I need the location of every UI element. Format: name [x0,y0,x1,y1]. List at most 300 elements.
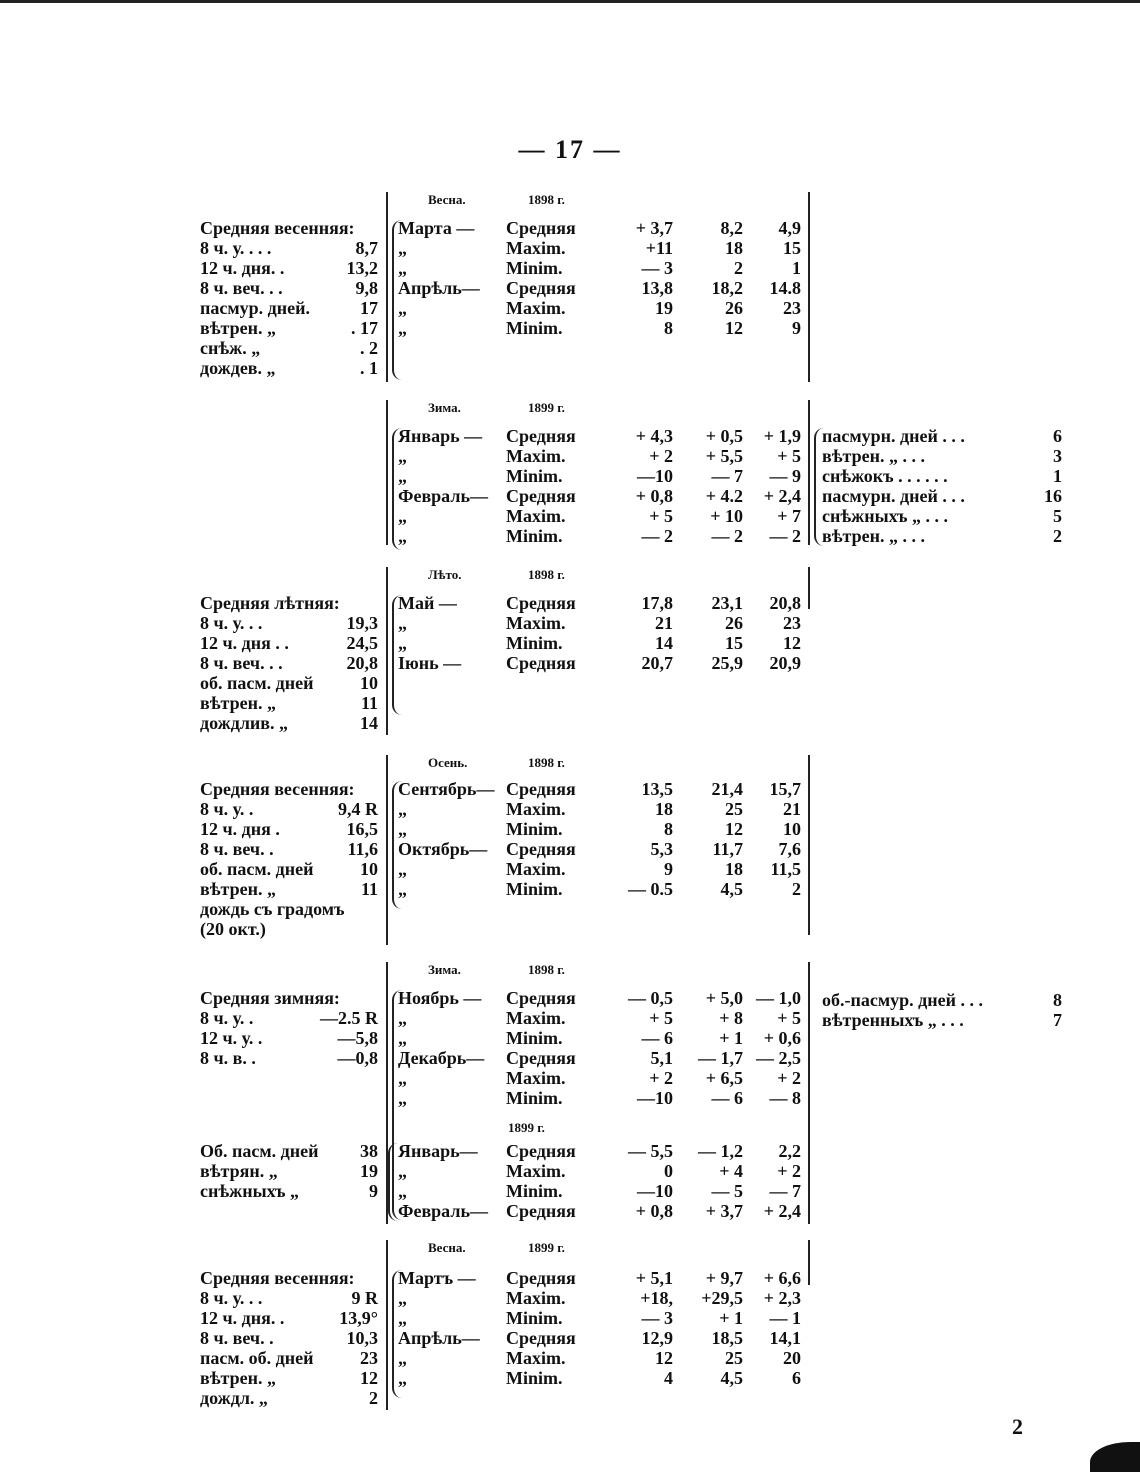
table-row [398,1348,808,1368]
summary-row [200,1268,378,1288]
value-cell-1: 12 [655,1348,673,1368]
value-cell-3: — 7 [769,1181,801,1201]
note-value: 7 [1053,1010,1062,1030]
note-row [822,1010,1062,1030]
value-cell-3: 20 [783,1348,801,1368]
summary-value: . 1 [360,358,378,378]
table-row [398,1028,808,1048]
summary-label: 8 ч. у. . . [200,1288,263,1308]
note-value: 16 [1044,486,1062,506]
summary-label: 8 ч. у. . . . [200,238,272,258]
summary-row [200,1348,378,1368]
month-cell: „ [398,1181,407,1201]
season-summary [200,1141,378,1201]
value-cell-2: + 10 [710,506,743,526]
value-cell-3: 14.8 [769,278,801,298]
summary-row [200,1008,378,1028]
type-cell: Minim. [506,1028,563,1048]
summary-label: об. пасм. дней [200,859,314,879]
type-cell: Maxim. [506,506,566,526]
type-cell: Maxim. [506,859,566,879]
value-cell-2: 12 [725,318,743,338]
note-label: пасмурн. дней . . . [822,486,965,506]
season-summary [200,218,378,378]
table-row [398,1328,808,1348]
year-heading: 1898 г. [528,755,565,770]
page-number: — 17 — [518,135,622,164]
season-summary [200,1268,378,1408]
summary-label: вѣтрен. „ [200,1368,276,1388]
page-top-rule [0,0,1140,3]
value-cell-1: + 4,3 [635,426,673,446]
note-value: 3 [1053,446,1062,466]
summary-value: 20,8 [346,653,378,673]
value-cell-3: + 2,4 [763,486,801,506]
table-row [398,258,808,278]
table-row [398,779,808,799]
value-cell-2: + 4.2 [705,486,743,506]
month-cell: „ [398,526,407,546]
month-cell: „ [398,466,407,486]
summary-value: 10 [360,673,378,693]
month-cell: „ [398,1308,407,1328]
month-cell: „ [398,879,407,899]
type-cell: Maxim. [506,1161,566,1181]
summary-row [200,1368,378,1388]
summary-row [200,258,378,278]
note-label: снѣжныхъ „ . . . [822,506,948,526]
note-label: вѣтрен. „ . . . [822,526,925,546]
month-cell: „ [398,613,407,633]
table-row [398,526,808,546]
month-cell: Январь— [398,1141,478,1161]
summary-value: 16,5 [346,819,378,839]
column-rule-right [808,962,810,1224]
value-cell-3: — 9 [769,466,801,486]
type-cell: Minim. [506,526,563,546]
value-cell-2: 18,5 [711,1328,743,1348]
summary-row [200,338,378,358]
summary-value: —2.5 R [320,1008,378,1028]
type-cell: Minim. [506,1368,563,1388]
column-rule-left [386,192,388,382]
value-cell-3: 9 [792,318,801,338]
summary-label: 12 ч. у. . [200,1028,263,1048]
table-row [398,1141,808,1161]
summary-row [200,919,378,939]
value-cell-1: 19 [655,298,673,318]
type-cell: Средняя [506,779,576,799]
note-row [822,446,1062,466]
right-notes [822,990,1062,1030]
note-label: об.-пасмур. дней . . . [822,990,983,1010]
temperature-table [398,988,808,1108]
value-cell-3: 20,8 [769,593,801,613]
month-cell: Апрѣль— [398,1328,480,1348]
summary-label: вѣтрен. „ [200,879,276,899]
type-cell: Средняя [506,653,576,673]
signature-mark: 2 [1012,1414,1023,1439]
row-bracket [388,1143,398,1221]
month-cell: Іюнь — [398,653,462,673]
type-cell: Средняя [506,1201,576,1221]
value-cell-2: + 1 [719,1308,743,1328]
value-cell-2: + 0,5 [705,426,743,446]
summary-value: 23 [360,1348,378,1368]
value-cell-2: 12 [725,819,743,839]
year-heading: 1899 г. [508,1120,545,1135]
summary-value: —0,8 [337,1048,378,1068]
note-value: 6 [1053,426,1062,446]
summary-label: Средняя зимняя: [200,988,340,1008]
summary-value: 12 [360,1368,378,1388]
temperature-table [398,426,808,546]
month-cell: Май — [398,593,457,613]
value-cell-3: 4,9 [778,218,801,238]
value-cell-1: + 5 [649,1008,673,1028]
summary-row [200,819,378,839]
table-row [398,1008,808,1028]
value-cell-1: +18, [640,1288,673,1308]
column-rule-left [386,1240,388,1410]
year-heading: 1899 г. [528,400,565,415]
value-cell-1: + 5,1 [635,1268,673,1288]
type-cell: Minim. [506,633,563,653]
summary-label: 8 ч. веч. . . [200,278,283,298]
summary-label: дождь съ градомъ [200,899,345,919]
temperature-table [398,1268,808,1388]
table-row [398,1048,808,1068]
summary-row [200,1288,378,1308]
month-cell: „ [398,799,407,819]
type-cell: Средняя [506,1268,576,1288]
month-cell: „ [398,298,407,318]
summary-row [200,673,378,693]
summary-value: 13,2 [346,258,378,278]
summary-label: 12 ч. дня . [200,819,280,839]
type-cell: Maxim. [506,1348,566,1368]
value-cell-3: 21 [783,799,801,819]
value-cell-2: + 4 [719,1161,743,1181]
summary-row [200,318,378,338]
summary-row [200,713,378,733]
season-summary [200,779,378,939]
month-cell: Февраль— [398,1201,488,1221]
table-row [398,1288,808,1308]
value-cell-3: 23 [783,298,801,318]
summary-value: 14 [360,713,378,733]
column-rule-right [808,192,810,382]
value-cell-1: 13,5 [641,779,673,799]
note-label: пасмурн. дней . . . [822,426,965,446]
season-heading: Лѣто. [428,567,462,582]
table-row [398,859,808,879]
value-cell-3: 10 [783,819,801,839]
summary-row [200,879,378,899]
value-cell-1: —10 [637,1181,673,1201]
note-label: вѣтрен. „ . . . [822,446,925,466]
value-cell-3: — 2,5 [756,1048,801,1068]
month-cell: Сентябрь— [398,779,495,799]
summary-value: 19 [360,1161,378,1181]
value-cell-3: 2 [792,879,801,899]
summary-label: 8 ч. у. . [200,799,254,819]
type-cell: Minim. [506,1181,563,1201]
value-cell-3: 1 [792,258,801,278]
summary-value: . 17 [351,318,378,338]
season-summary [200,988,378,1068]
note-label: снѣжокъ . . . . . . [822,466,948,486]
month-cell: „ [398,1088,407,1108]
month-cell: „ [398,446,407,466]
month-cell: „ [398,1288,407,1308]
month-cell: Декабрь— [398,1048,485,1068]
summary-row [200,218,378,238]
summary-row [200,1181,378,1201]
value-cell-3: 15,7 [769,779,801,799]
value-cell-1: 8 [664,318,673,338]
month-cell: „ [398,258,407,278]
type-cell: Maxim. [506,446,566,466]
summary-label: пасмур. дней. [200,298,310,318]
summary-label: дождл. „ [200,1388,268,1408]
value-cell-3: + 2 [777,1161,801,1181]
note-row [822,426,1062,446]
summary-label: вѣтрен. „ [200,693,276,713]
summary-value: —5,8 [337,1028,378,1048]
value-cell-2: 23,1 [711,593,743,613]
table-row [398,1088,808,1108]
table-row [398,218,808,238]
type-cell: Средняя [506,486,576,506]
value-cell-2: 25 [725,799,743,819]
month-cell: Январь — [398,426,483,446]
month-cell: „ [398,1068,407,1088]
season-heading: Весна. [428,1240,466,1255]
summary-value: . 2 [360,338,378,358]
month-cell: „ [398,506,407,526]
summary-value: 2 [369,1388,378,1408]
summary-row [200,593,378,613]
table-row [398,1368,808,1388]
summary-label: 8 ч. у. . [200,1008,254,1028]
summary-label: 12 ч. дня . . [200,633,289,653]
value-cell-1: 5,1 [650,1048,673,1068]
note-row [822,466,1062,486]
note-row [822,486,1062,506]
summary-value: 9 [369,1181,378,1201]
note-value: 1 [1053,466,1062,486]
table-row [398,819,808,839]
type-cell: Средняя [506,988,576,1008]
column-rule-right [808,1240,810,1285]
value-cell-3: + 6,6 [763,1268,801,1288]
summary-row [200,1388,378,1408]
value-cell-1: 9 [664,859,673,879]
value-cell-1: 8 [664,819,673,839]
value-cell-1: — 5,5 [628,1141,673,1161]
summary-label: Об. пасм. дней [200,1141,319,1161]
type-cell: Maxim. [506,1288,566,1308]
year-heading: 1899 г. [528,1240,565,1255]
value-cell-2: 25 [725,1348,743,1368]
value-cell-1: 17,8 [641,593,673,613]
value-cell-1: — 0.5 [628,879,673,899]
column-rule-left [386,567,388,735]
value-cell-2: — 2 [711,526,743,546]
table-row [398,879,808,899]
value-cell-2: 2 [734,258,743,278]
summary-value: 10 [360,859,378,879]
summary-row [200,1308,378,1328]
temperature-table [398,1141,808,1221]
value-cell-1: 13,8 [641,278,673,298]
value-cell-3: + 0,6 [763,1028,801,1048]
value-cell-1: + 0,8 [635,1201,673,1221]
summary-value: 38 [360,1141,378,1161]
month-cell: „ [398,1368,407,1388]
summary-row [200,799,378,819]
value-cell-2: 18 [725,859,743,879]
year-heading: 1898 г. [528,192,565,207]
summary-label: снѣжныхъ „ [200,1181,299,1201]
summary-label: об. пасм. дней [200,673,314,693]
summary-value: 11,6 [347,839,378,859]
season-heading: Осень. [428,755,468,770]
summary-label: пасм. об. дней [200,1348,314,1368]
value-cell-1: —10 [637,466,673,486]
type-cell: Minim. [506,819,563,839]
table-row [398,446,808,466]
table-row [398,466,808,486]
summary-value: 8,7 [355,238,378,258]
type-cell: Средняя [506,426,576,446]
table-row [398,1201,808,1221]
table-row [398,486,808,506]
value-cell-1: + 0,8 [635,486,673,506]
value-cell-3: + 1,9 [763,426,801,446]
table-row [398,799,808,819]
summary-row [200,899,378,919]
value-cell-2: — 1,7 [698,1048,743,1068]
type-cell: Средняя [506,1328,576,1348]
type-cell: Maxim. [506,238,566,258]
type-cell: Maxim. [506,1068,566,1088]
type-cell: Maxim. [506,613,566,633]
column-rule-right [808,567,810,609]
summary-value: 11 [360,693,378,713]
summary-label: вѣтрян. „ [200,1161,278,1181]
note-value: 5 [1053,506,1062,526]
type-cell: Minim. [506,1088,563,1108]
value-cell-1: + 2 [649,446,673,466]
summary-value: 9 R [351,1288,378,1308]
table-row [398,593,808,613]
month-cell: Октябрь— [398,839,488,859]
summary-row [200,1141,378,1161]
value-cell-2: 18,2 [711,278,743,298]
column-rule-right [808,755,810,935]
summary-row [200,779,378,799]
table-row [398,278,808,298]
value-cell-3: 6 [792,1368,801,1388]
value-cell-3: 20,9 [769,653,801,673]
value-cell-2: — 5 [711,1181,743,1201]
table-row [398,1068,808,1088]
value-cell-1: — 3 [641,258,673,278]
value-cell-1: 21 [655,613,673,633]
summary-row [200,653,378,673]
value-cell-3: 7,6 [778,839,801,859]
value-cell-3: + 5 [777,446,801,466]
value-cell-1: 20,7 [641,653,673,673]
summary-label: Средняя лѣтняя: [200,593,340,613]
summary-label: Средняя весенняя: [200,218,355,238]
month-cell: „ [398,633,407,653]
value-cell-2: 25,9 [711,653,743,673]
summary-label: снѣж. „ [200,338,261,358]
month-cell: Ноябрь — [398,988,482,1008]
table-row [398,1308,808,1328]
month-cell: „ [398,238,407,258]
month-cell: „ [398,819,407,839]
column-rule-right [808,400,810,545]
value-cell-1: — 3 [641,1308,673,1328]
month-cell: „ [398,1028,407,1048]
value-cell-2: 26 [725,613,743,633]
season-heading: Зима. [428,962,461,977]
value-cell-3: 2,2 [778,1141,801,1161]
table-row [398,633,808,653]
season-heading: Весна. [428,192,466,207]
value-cell-1: + 3,7 [635,218,673,238]
table-row [398,1268,808,1288]
table-row [398,1181,808,1201]
value-cell-2: 15 [725,633,743,653]
month-cell: „ [398,1161,407,1181]
summary-row [200,1028,378,1048]
month-cell: „ [398,1008,407,1028]
value-cell-2: — 6 [711,1088,743,1108]
summary-row [200,238,378,258]
summary-label: 12 ч. дня. . [200,258,285,278]
value-cell-2: + 9,7 [705,1268,743,1288]
column-rule-left [386,400,388,545]
value-cell-2: + 5,5 [705,446,743,466]
value-cell-3: + 2,3 [763,1288,801,1308]
summary-value: 17 [360,298,378,318]
month-cell: Февраль— [398,486,488,506]
value-cell-3: + 2 [777,1068,801,1088]
table-row [398,988,808,1008]
month-cell: Апрѣль— [398,278,480,298]
value-cell-1: + 5 [649,506,673,526]
summary-value: 13,9° [339,1308,378,1328]
right-notes [822,426,1062,546]
season-summary [200,593,378,733]
table-row [398,238,808,258]
value-cell-3: — 1,0 [756,988,801,1008]
value-cell-2: — 7 [711,466,743,486]
note-row [822,526,1062,546]
value-cell-3: 14,1 [769,1328,801,1348]
summary-row [200,693,378,713]
summary-row [200,1161,378,1181]
value-cell-1: — 6 [641,1028,673,1048]
value-cell-1: 18 [655,799,673,819]
value-cell-1: 5,3 [650,839,673,859]
value-cell-1: +11 [645,238,673,258]
